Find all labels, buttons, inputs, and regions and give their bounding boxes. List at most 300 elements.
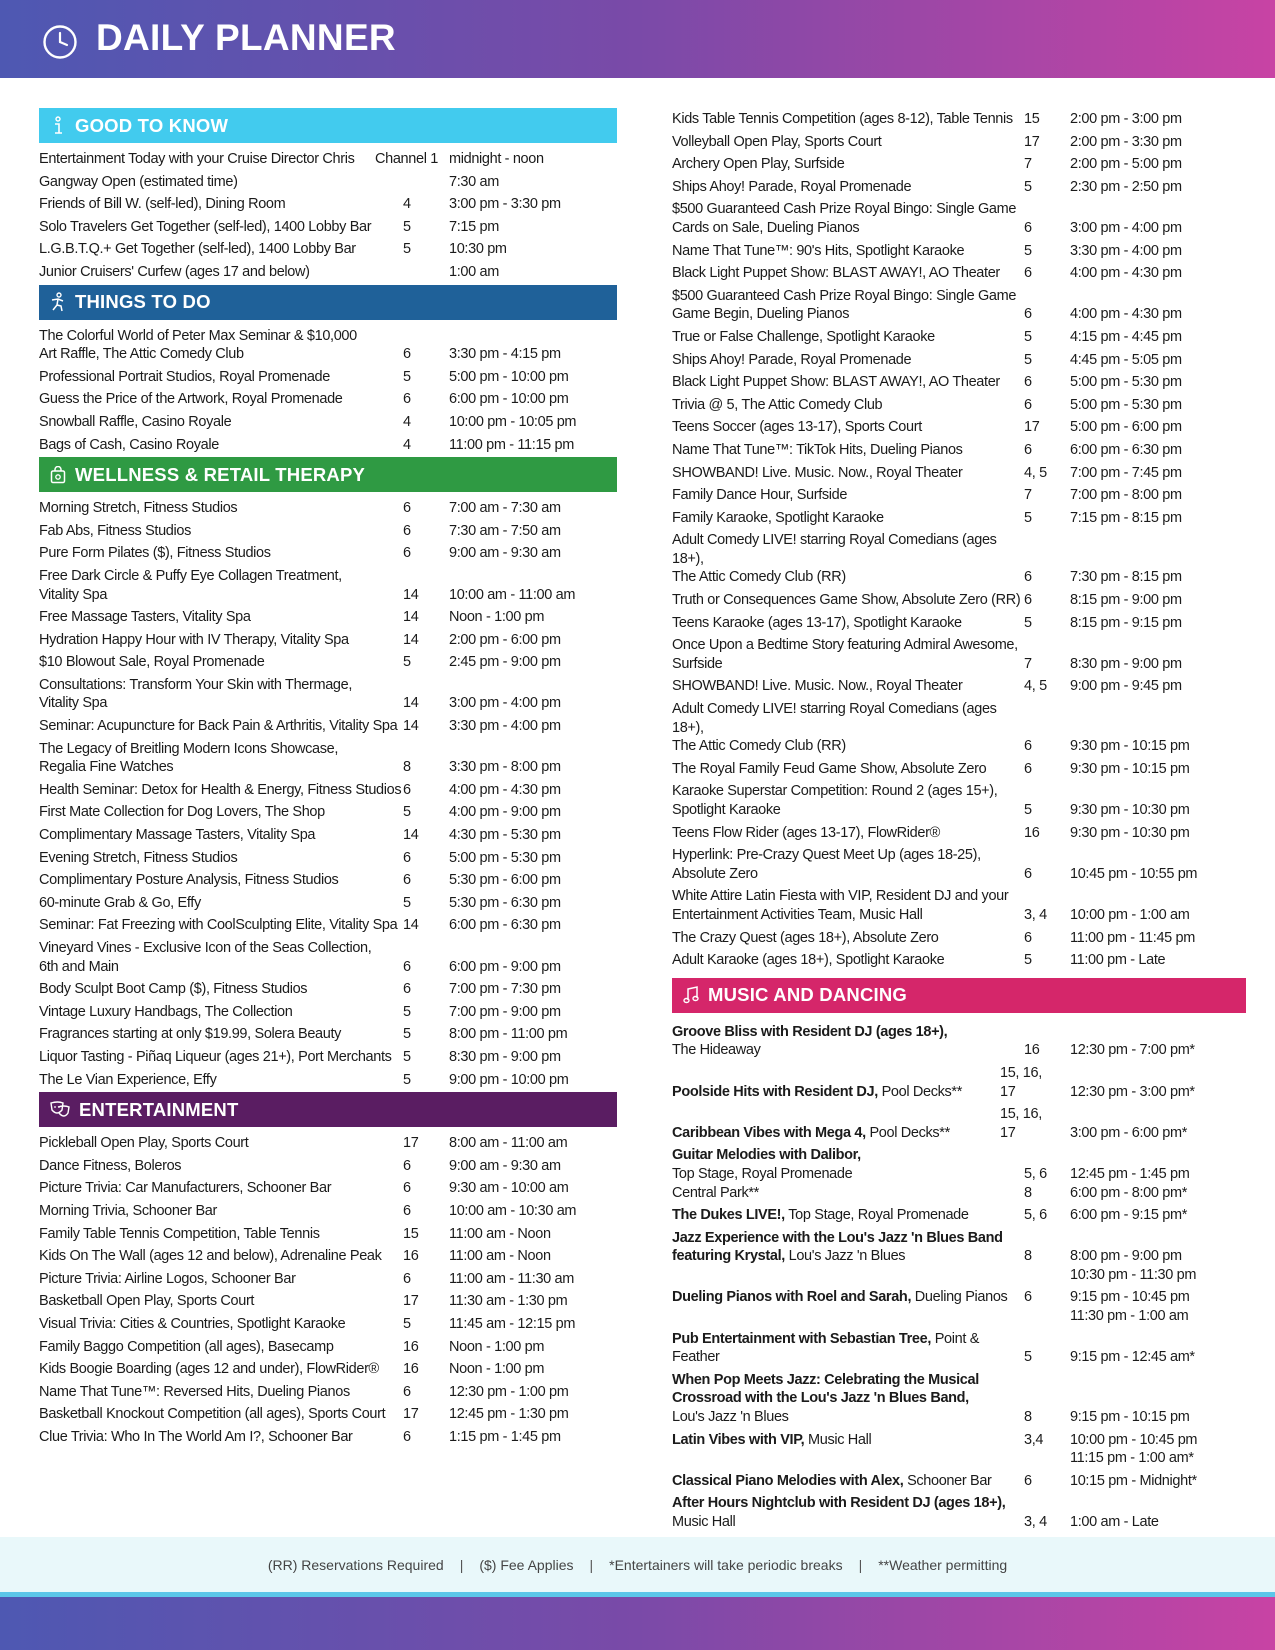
deck-number: 6 — [1024, 1472, 1032, 1489]
event-time: 11:00 pm - Late — [1070, 952, 1166, 969]
event-time: Noon - 1:00 pm — [449, 609, 545, 626]
event-time: 5:00 pm - 6:00 pm — [1070, 419, 1182, 436]
event-time: 10:15 pm - Midnight* — [1070, 1472, 1197, 1489]
right-column — [672, 108, 1246, 1534]
deck-number: 17 — [1024, 133, 1040, 150]
section-title: WELLNESS & RETAIL THERAPY — [75, 463, 366, 485]
event-name — [672, 1371, 1024, 1427]
schedule-row — [39, 914, 617, 937]
section-header-wellness — [39, 457, 617, 492]
footer-accent-line — [0, 1592, 1275, 1597]
event-time: 2:30 pm - 2:50 pm — [1070, 178, 1182, 195]
deck-number: 6 — [1024, 760, 1032, 777]
schedule-row — [672, 484, 1246, 507]
event-name: SHOWBAND! Live. Music. Now., Royal Theater — [672, 678, 963, 695]
deck-number: 6 — [1024, 374, 1032, 391]
event-time: 9:15 pm - 12:45 am* — [1070, 1349, 1195, 1366]
music-row — [672, 1470, 1246, 1493]
deck-number: 8 — [403, 759, 411, 776]
event-time: 3:30 pm - 8:00 pm — [449, 759, 561, 776]
deck-number: 14 — [403, 586, 419, 603]
event-time: 10:00 am - 11:00 am — [449, 586, 576, 603]
music-row — [672, 1021, 1246, 1062]
event-time: 11:45 am - 12:15 pm — [449, 1315, 576, 1332]
event-name: Ships Ahoy! Parade, Royal Promenade — [672, 351, 912, 368]
event-time: 4:15 pm - 4:45 pm — [1070, 328, 1182, 345]
event-name — [672, 1146, 1024, 1202]
venue-name: Music Hall — [672, 1514, 736, 1530]
performer-name: The Dukes LIVE!, — [672, 1207, 785, 1224]
event-time: 6:00 pm - 9:00 pm — [449, 958, 561, 975]
venue-name: Schooner Bar — [903, 1472, 992, 1489]
event-time: 2:00 pm - 3:00 pm — [1070, 111, 1182, 127]
deck-number: 14 — [403, 695, 419, 712]
schedule-row — [39, 847, 617, 870]
schedule-row — [39, 629, 617, 652]
performer-name: Jazz Experience with the Lou's Jazz 'n Blues Band featuring Krystal, — [672, 1229, 1003, 1265]
deck-number: 5, 6 8 — [1024, 1165, 1047, 1201]
event-name: Karaoke Superstar Competition: Round 2 (ages 15+), Spotlight Karaoke — [672, 783, 998, 818]
deck-number: 6 — [1024, 306, 1032, 323]
schedule-row — [672, 240, 1246, 263]
schedule-row — [39, 1223, 617, 1246]
schedule-row — [672, 507, 1246, 530]
event-name: Fab Abs, Fitness Studios — [39, 522, 191, 539]
event-name: Archery Open Play, Surfside — [672, 156, 845, 173]
legend-fee: ($) Fee Applies — [479, 1556, 574, 1573]
venue-name: Music Hall — [804, 1431, 872, 1448]
performer-name: Dueling Pianos with Roel and Sarah, — [672, 1289, 912, 1306]
section-header-music — [672, 978, 1246, 1013]
schedule-row — [672, 927, 1246, 950]
schedule-row — [672, 153, 1246, 176]
deck-number: 16 — [403, 1248, 419, 1265]
deck-number: 16 — [1024, 824, 1040, 841]
schedule-row — [39, 869, 617, 892]
schedule-row — [672, 698, 1246, 758]
deck-number: 14 — [403, 917, 419, 934]
event-name: Vineyard Vines - Exclusive Icon of the Seas Collection, 6th and Main — [39, 940, 372, 975]
event-name: Trivia @ 5, The Attic Comedy Club — [672, 396, 883, 413]
event-time: 4:30 pm - 5:30 pm — [449, 827, 561, 844]
event-time: 8:30 pm - 9:00 pm — [449, 1048, 561, 1065]
deck-number: 5 — [403, 1071, 411, 1088]
event-name: The Crazy Quest (ages 18+), Absolute Zero — [672, 929, 939, 946]
performer-name: Pub Entertainment with Sebastian Tree, — [672, 1330, 932, 1347]
schedule-row — [39, 1200, 617, 1223]
event-name: True or False Challenge, Spotlight Karaoke — [672, 328, 935, 345]
event-name: Family Karaoke, Spotlight Karaoke — [672, 509, 884, 526]
section-title: MUSIC AND DANCING — [708, 984, 908, 1006]
event-time: 5:00 pm - 5:30 pm — [449, 849, 561, 866]
event-name: Morning Trivia, Schooner Bar — [39, 1202, 217, 1219]
deck-number: 5 — [1024, 614, 1032, 631]
schedule-row — [39, 261, 617, 284]
deck-number: 16 — [403, 1361, 419, 1378]
event-name: Professional Portrait Studios, Royal Promenade — [39, 368, 330, 385]
legend-reservations: (RR) Reservations Required — [267, 1556, 444, 1573]
event-name: Adult Comedy LIVE! starring Royal Comedians (ages 18+), The Attic Comedy Club (RR) — [672, 701, 997, 755]
event-name: Body Sculpt Boot Camp ($), Fitness Studios — [39, 981, 308, 998]
event-name: Name That Tune™: Reversed Hits, Dueling Pianos — [39, 1383, 350, 1400]
venue-name: Dueling Pianos — [911, 1289, 1008, 1306]
venue-name: Pool Decks** — [877, 1083, 962, 1100]
venue-name: Pool Decks** — [865, 1124, 950, 1141]
event-name: L.G.B.T.Q.+ Get Together (self-led), 1400 Lobby Bar — [39, 241, 356, 258]
schedule-row — [39, 366, 617, 389]
schedule-row — [39, 1001, 617, 1024]
event-time: 3:30 pm - 4:00 pm — [1070, 242, 1182, 259]
event-time: 7:00 pm - 7:45 pm — [1070, 464, 1182, 481]
event-time: 8:00 pm - 11:00 pm — [449, 1026, 568, 1043]
deck-number: 6 — [403, 981, 411, 998]
event-time: 8:30 pm - 9:00 pm — [1070, 655, 1182, 672]
schedule-row — [39, 565, 617, 606]
event-name: Health Seminar: Detox for Health & Energy, Fitness Studios — [39, 781, 402, 798]
performer-name: When Pop Meets Jazz: Celebrating the Musical Crossroad with the Lou's Jazz 'n Blues Band, — [672, 1371, 979, 1407]
deck-number: 16 — [1024, 1042, 1040, 1059]
deck-number: 17 — [1024, 419, 1040, 436]
event-name: Fragrances starting at only $19.99, Solera Beauty — [39, 1026, 342, 1043]
deck-number: 3, 4 — [1024, 906, 1047, 923]
deck-number: 5 — [403, 1003, 411, 1020]
event-name: Truth or Consequences Game Show, Absolute Zero (RR) — [672, 592, 1021, 609]
schedule-row — [672, 349, 1246, 372]
deck-number: 6 — [403, 1157, 411, 1174]
event-name: Complimentary Posture Analysis, Fitness Studios — [39, 872, 339, 889]
event-name: Picture Trivia: Car Manufacturers, Schooner Bar — [39, 1180, 332, 1197]
event-name — [672, 1494, 1024, 1531]
deck-number: 14 — [403, 827, 419, 844]
event-time: 12:30 pm - 7:00 pm* — [1070, 1042, 1195, 1059]
event-time: 6:00 pm - 6:30 pm — [1070, 441, 1182, 458]
schedule-row — [39, 497, 617, 520]
event-time: 2:00 pm - 6:00 pm — [449, 631, 561, 648]
deck-number: 5 — [403, 1026, 411, 1043]
event-name: Name That Tune™: TikTok Hits, Dueling Pianos — [672, 441, 963, 458]
schedule-row — [39, 1336, 617, 1359]
event-time: 3:00 pm - 6:00 pm* — [1070, 1124, 1188, 1141]
schedule-row — [672, 780, 1246, 821]
deck-number: 6 — [403, 1428, 411, 1445]
event-time: 11:00 am - Noon — [449, 1225, 551, 1242]
schedule-row — [672, 612, 1246, 635]
event-time: 3:00 pm - 4:00 pm — [449, 695, 561, 712]
event-name — [672, 1124, 1024, 1143]
schedule-row — [672, 262, 1246, 285]
good-to-know-list — [39, 148, 617, 284]
schedule-row — [39, 1426, 617, 1449]
schedule-row — [672, 758, 1246, 781]
event-time: 11:00 am - Noon — [449, 1248, 551, 1265]
event-time: 9:30 pm - 10:15 pm — [1070, 738, 1190, 755]
schedule-row — [672, 198, 1246, 239]
event-time: 6:00 pm - 9:15 pm* — [1070, 1207, 1188, 1224]
deck-number: 8 — [1024, 1248, 1032, 1265]
event-name — [672, 1023, 1024, 1060]
theater-masks-icon — [49, 1100, 71, 1120]
event-name: Picture Trivia: Airline Logos, Schooner Bar — [39, 1270, 296, 1287]
deck-number: 5, 6 — [1024, 1207, 1047, 1224]
wellness-list — [39, 497, 617, 1091]
event-name: The Colorful World of Peter Max Seminar & $10,000 Art Raffle, The Attic Comedy Club — [39, 327, 357, 363]
schedule-row — [39, 801, 617, 824]
event-time: 11:00 pm - 11:45 pm — [1070, 929, 1195, 946]
event-time: 12:30 pm - 1:00 pm — [449, 1383, 569, 1400]
venue-name: Lou's Jazz 'n Blues — [672, 1409, 789, 1426]
event-name: Vintage Luxury Handbags, The Collection — [39, 1003, 293, 1020]
deck-number: 6 — [1024, 738, 1032, 755]
event-time: 12:30 pm - 3:00 pm* — [1070, 1083, 1195, 1100]
music-list — [672, 1021, 1246, 1534]
event-name: First Mate Collection for Dog Lovers, The Shop — [39, 804, 325, 821]
event-name — [672, 1472, 1024, 1491]
deck-number: 6 — [1024, 569, 1032, 586]
schedule-row — [39, 1290, 617, 1313]
event-name: Teens Soccer (ages 13-17), Sports Court — [672, 419, 922, 436]
deck-number: 5 — [1024, 952, 1032, 969]
deck-number: 5 — [403, 1048, 411, 1065]
performer-name: Latin Vibes with VIP, — [672, 1431, 805, 1448]
deck-number: 4 — [403, 196, 411, 213]
schedule-row — [39, 1381, 617, 1404]
schedule-row — [39, 238, 617, 261]
schedule-row — [672, 529, 1246, 589]
event-name: $10 Blowout Sale, Royal Promenade — [39, 654, 265, 671]
performer-name: Caribbean Vibes with Mega 4, — [672, 1124, 866, 1141]
deck-number: 6 — [403, 1180, 411, 1197]
event-time: 9:15 pm - 10:15 pm — [1070, 1409, 1190, 1426]
page-title: DAILY PLANNER — [96, 17, 396, 58]
schedule-row — [672, 675, 1246, 698]
schedule-row — [39, 1245, 617, 1268]
legend-separator: | — [858, 1556, 863, 1573]
event-name: Solo Travelers Get Together (self-led), 1400 Lobby Bar — [39, 218, 372, 235]
deck-number: 5 — [1024, 351, 1032, 368]
event-time: 8:00 pm - 9:00 pm 10:30 pm - 11:30 pm — [1070, 1248, 1197, 1283]
schedule-row — [672, 326, 1246, 349]
legend-breaks: *Entertainers will take periodic breaks — [609, 1556, 843, 1573]
deck-number: 6 — [1024, 1289, 1032, 1306]
event-time: 2:00 pm - 5:00 pm — [1070, 156, 1182, 173]
schedule-row — [39, 715, 617, 738]
deck-number: 7 — [1024, 156, 1032, 173]
schedule-row — [672, 634, 1246, 675]
deck-number: 5 — [403, 804, 411, 821]
music-row — [672, 1369, 1246, 1429]
event-name: Visual Trivia: Cities & Countries, Spotlight Karaoke — [39, 1315, 346, 1332]
event-name: Liquor Tasting - Piñaq Liqueur (ages 21+), Port Merchants — [39, 1048, 392, 1065]
deck-number: 17 — [403, 1293, 419, 1310]
venue-name: The Hideaway — [672, 1042, 761, 1059]
event-time: 9:00 pm - 9:45 pm — [1070, 678, 1182, 695]
event-name: Basketball Open Play, Sports Court — [39, 1293, 255, 1310]
event-time: 8:00 am - 11:00 am — [449, 1135, 568, 1152]
deck-number: 6 — [1024, 865, 1032, 882]
music-row — [672, 1328, 1246, 1369]
event-name: Clue Trivia: Who In The World Am I?, Schooner Bar — [39, 1428, 353, 1445]
event-name: The Royal Family Feud Game Show, Absolute Zero — [672, 760, 987, 777]
event-time: 9:00 pm - 10:00 pm — [449, 1071, 569, 1088]
schedule-row — [672, 131, 1246, 154]
event-name: The Le Vian Experience, Effy — [39, 1071, 217, 1088]
event-name: Adult Karaoke (ages 18+), Spotlight Karaoke — [672, 952, 945, 969]
legend-separator: | — [459, 1556, 464, 1573]
music-row — [672, 1227, 1246, 1287]
section-title: ENTERTAINMENT — [79, 1098, 239, 1120]
performer-name: Classical Piano Melodies with Alex, — [672, 1472, 904, 1489]
event-time: 1:15 pm - 1:45 pm — [449, 1428, 561, 1445]
event-time: 3:00 pm - 3:30 pm — [449, 196, 561, 213]
schedule-row — [672, 822, 1246, 845]
event-name: $500 Guaranteed Cash Prize Royal Bingo: Single Game Game Begin, Dueling Pianos — [672, 287, 1017, 323]
event-time: 12:45 pm - 1:45 pm 6:00 pm - 8:00 pm* — [1070, 1165, 1190, 1201]
event-time: 9:30 am - 10:00 am — [449, 1180, 569, 1197]
deck-number: 4, 5 — [1024, 678, 1047, 695]
event-time: 9:15 pm - 10:45 pm 11:30 pm - 1:00 am — [1070, 1289, 1190, 1325]
deck-number: 5 — [1024, 802, 1032, 818]
deck-number: 6 — [403, 781, 411, 798]
deck-number: 5 — [1024, 328, 1032, 345]
deck-number: 3, 4 — [1024, 1514, 1047, 1530]
event-time: 10:00 pm - 10:45 pm 11:15 pm - 1:00 am* — [1070, 1431, 1198, 1467]
deck-number: 5 — [403, 894, 411, 911]
deck-number: 16 — [403, 1338, 419, 1355]
event-time: 3:30 pm - 4:00 pm — [449, 718, 561, 735]
performer-name: After Hours Nightclub with Resident DJ (ages 18+), — [672, 1495, 1006, 1512]
event-time: 11:00 am - 11:30 am — [449, 1270, 574, 1287]
event-time: 9:00 am - 9:30 am — [449, 545, 561, 562]
deck-number: 6 — [403, 872, 411, 889]
music-row — [672, 1429, 1246, 1470]
event-name: Guess the Price of the Artwork, Royal Promenade — [39, 391, 343, 408]
schedule-row — [39, 542, 617, 565]
deck-number: 6 — [1024, 396, 1032, 413]
event-time: 9:30 pm - 10:30 pm — [1070, 824, 1190, 841]
schedule-row — [39, 193, 617, 216]
event-name: Pickleball Open Play, Sports Court — [39, 1135, 249, 1152]
event-time: 11:00 pm - 11:15 pm — [449, 436, 574, 453]
event-time: 4:00 pm - 4:30 pm — [449, 781, 561, 798]
event-time: 5:00 pm - 5:30 pm — [1070, 396, 1182, 413]
event-time: 9:30 pm - 10:30 pm — [1070, 802, 1190, 818]
event-time: 4:45 pm - 5:05 pm — [1070, 351, 1182, 368]
music-row — [672, 1144, 1246, 1204]
event-time: 7:30 am - 7:50 am — [449, 522, 561, 539]
performer-name: Groove Bliss with Resident DJ (ages 18+), — [672, 1023, 948, 1040]
schedule-row — [672, 844, 1246, 885]
info-icon — [49, 116, 67, 136]
schedule-row — [39, 171, 617, 194]
deck-number: 7 — [1024, 487, 1032, 504]
schedule-row — [39, 1069, 617, 1092]
deck-number: 5 — [403, 368, 411, 385]
event-time: 4:00 pm - 9:00 pm — [449, 804, 561, 821]
event-name — [672, 1229, 1024, 1266]
event-time: 5:30 pm - 6:00 pm — [449, 872, 561, 889]
event-time: 2:45 pm - 9:00 pm — [449, 654, 561, 671]
deck-number: 14 — [403, 609, 419, 626]
event-name: The Legacy of Breitling Modern Icons Showcase, Regalia Fine Watches — [39, 740, 339, 776]
event-name: Kids Boogie Boarding (ages 12 and under), FlowRider® — [39, 1361, 379, 1378]
event-name: Entertainment Today with your Cruise Director Chris — [39, 151, 355, 167]
event-name: Name That Tune™: 90's Hits, Spotlight Karaoke — [672, 242, 965, 259]
event-name: Free Massage Tasters, Vitality Spa — [39, 609, 251, 626]
event-name: Basketball Knockout Competition (all ages), Sports Court — [39, 1406, 386, 1423]
deck-number: 6 — [1024, 265, 1032, 282]
event-name: Kids On The Wall (ages 12 and below), Adrenaline Peak — [39, 1248, 382, 1265]
deck-number: 6 — [403, 958, 411, 975]
event-time: 4:00 pm - 4:30 pm — [1070, 265, 1182, 282]
deck-number: Channel 1 — [375, 151, 438, 167]
schedule-row — [39, 325, 617, 366]
schedule-row — [39, 1358, 617, 1381]
section-header-entertainment — [39, 1092, 617, 1127]
schedule-row — [39, 148, 617, 171]
event-name: White Attire Latin Fiesta with VIP, Resident DJ and your Entertainment Activities Team, Music Hall — [672, 888, 1009, 923]
event-time: 7:00 pm - 9:00 pm — [449, 1003, 561, 1020]
section-header-things-to-do — [39, 285, 617, 320]
deck-number: 5 — [403, 218, 411, 235]
deck-number: 6 — [403, 391, 411, 408]
event-time: 10:00 pm - 10:05 pm — [449, 413, 577, 430]
deck-number: 5 — [1024, 178, 1032, 195]
deck-number: 4 — [403, 413, 411, 430]
deck-number: 8 — [1024, 1409, 1032, 1426]
schedule-row — [672, 371, 1246, 394]
performer-name: Poolside Hits with Resident DJ, — [672, 1083, 878, 1100]
event-time: 7:30 pm - 8:15 pm — [1070, 569, 1182, 586]
event-time: 7:15 pm - 8:15 pm — [1070, 509, 1182, 526]
deck-number: 17 — [403, 1135, 419, 1152]
event-time: 1:00 am - Late — [1070, 1514, 1159, 1530]
event-time: midnight - noon — [449, 151, 544, 167]
event-name: Family Table Tennis Competition, Table Tennis — [39, 1225, 320, 1242]
event-name: Kids Table Tennis Competition (ages 8-12), Table Tennis — [672, 111, 1013, 127]
entertainment-list-continued — [672, 108, 1246, 972]
event-name: Family Dance Hour, Surfside — [672, 487, 848, 504]
entertainment-list — [39, 1132, 617, 1448]
event-time: 7:15 pm — [449, 218, 499, 235]
event-time: 9:00 am - 9:30 am — [449, 1157, 561, 1174]
event-name: Teens Flow Rider (ages 13-17), FlowRider® — [672, 824, 940, 841]
event-time: 6:00 pm - 10:00 pm — [449, 391, 569, 408]
schedule-row — [672, 285, 1246, 326]
music-row — [672, 1204, 1246, 1227]
event-name — [672, 1288, 1024, 1307]
schedule-row — [39, 779, 617, 802]
schedule-row — [39, 892, 617, 915]
event-time: Noon - 1:00 pm — [449, 1361, 545, 1378]
event-time: 1:00 am — [449, 263, 499, 280]
deck-number: 6 — [1024, 592, 1032, 609]
deck-number: 6 — [403, 1270, 411, 1287]
schedule-row — [39, 674, 617, 715]
event-time: 9:30 pm - 10:15 pm — [1070, 760, 1190, 777]
things-to-do-list — [39, 325, 617, 457]
deck-number: 3,4 — [1024, 1431, 1044, 1448]
event-time: 5:30 pm - 6:30 pm — [449, 894, 561, 911]
schedule-row — [672, 949, 1246, 972]
deck-number: 17 — [403, 1406, 419, 1423]
event-name: Family Baggo Competition (all ages), Basecamp — [39, 1338, 334, 1355]
event-name: Dance Fitness, Boleros — [39, 1157, 182, 1174]
event-time: 6:00 pm - 6:30 pm — [449, 917, 561, 934]
event-name: Teens Karaoke (ages 13-17), Spotlight Karaoke — [672, 614, 962, 631]
deck-number: 4, 5 — [1024, 464, 1047, 481]
event-time: 10:30 pm — [449, 241, 507, 258]
deck-number: 4 — [403, 436, 411, 453]
